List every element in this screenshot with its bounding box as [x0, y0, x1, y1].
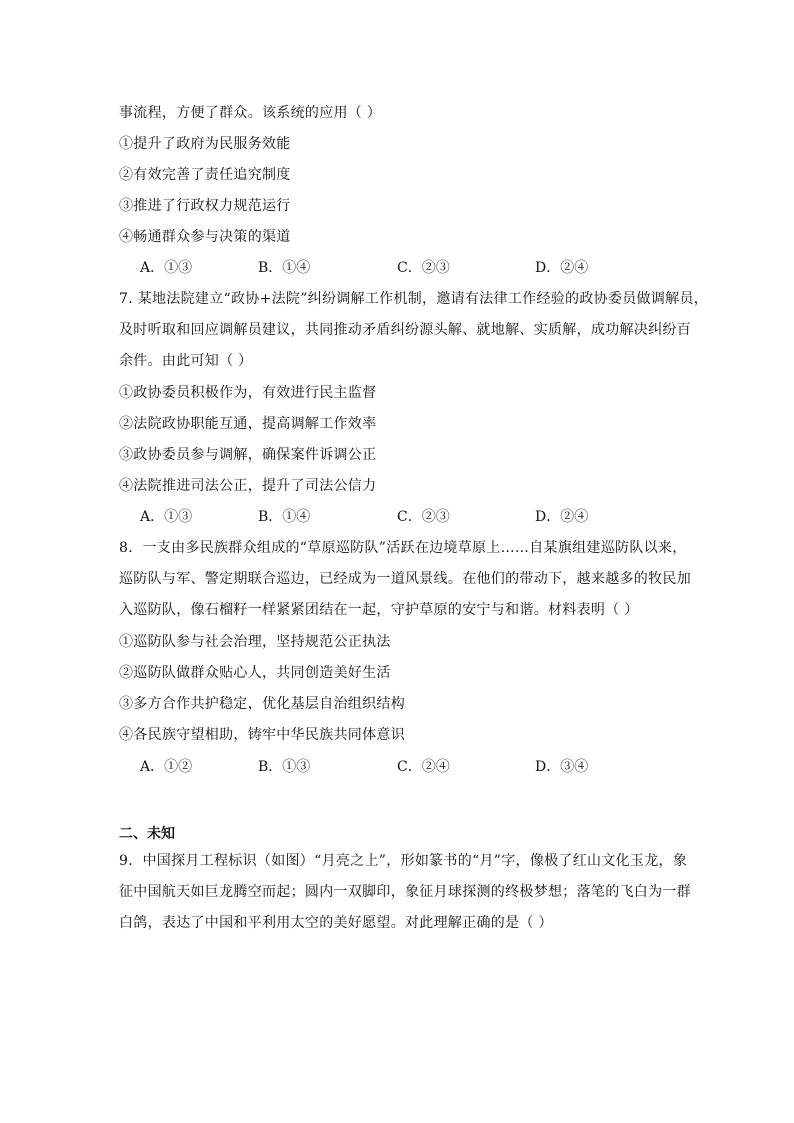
q6-item-1: ①提升了政府为民服务效能	[119, 136, 291, 152]
q7-option-c[interactable]: C．②③	[397, 509, 450, 525]
q8-option-a[interactable]: A．①②	[140, 759, 193, 775]
q7-stem-line-3: 余件。由此可知（ ）	[119, 353, 253, 369]
q8-stem-line-2: 巡防队与军、警定期联合巡边，已经成为一道风景线。在他们的带动下，越来越多的牧民加	[119, 571, 691, 587]
q8-item-4: ④各民族守望相助，铸牢中华民族共同体意识	[119, 727, 405, 743]
q7-option-a[interactable]: A．①③	[140, 509, 193, 525]
q7-option-d[interactable]: D．②④	[535, 509, 589, 525]
q8-item-1: ①巡防队参与社会治理，坚持规范公正执法	[119, 634, 391, 650]
q7-stem-line-1: 7. 某地法院建立“政协+法院”纠纷调解工作机制，邀请有法律工作经验的政协委员做调解员，	[119, 291, 709, 307]
q6-item-4: ④畅通群众参与决策的渠道	[119, 229, 291, 245]
q6-item-2: ②有效完善了责任追究制度	[119, 167, 291, 183]
q8-option-d[interactable]: D．③④	[535, 759, 589, 775]
q8-stem-line-1: 8．一支由多民族群众组成的“草原巡防队”活跃在边境草原上……自某旗组建巡防队以来，	[119, 540, 687, 556]
q7-item-3: ③政协委员参与调解，确保案件诉调公正	[119, 447, 377, 463]
q8-item-2: ②巡防队做群众贴心人，共同创造美好生活	[119, 665, 391, 681]
q9-stem-line-3: 白鸽，表达了中国和平利用太空的美好愿望。对此理解正确的是（ ）	[119, 915, 553, 931]
q6-option-d[interactable]: D．②④	[535, 260, 589, 276]
q7-option-b[interactable]: B．①④	[258, 509, 311, 525]
q7-stem-line-2: 及时听取和回应调解员建议，共同推动矛盾纠纷源头解、就地解、实质解，成功解决纠纷百	[119, 322, 691, 338]
q6-stem-tail: 事流程，方便了群众。该系统的应用（ ）	[119, 105, 382, 121]
q6-option-c[interactable]: C．②③	[397, 260, 450, 276]
q7-item-1: ①政协委员积极作为，有效进行民主监督	[119, 385, 377, 401]
section-heading: 二、未知	[119, 826, 175, 842]
q7-item-2: ②法院政协职能互通，提高调解工作效率	[119, 416, 377, 432]
q9-stem-line-1: 9．中国探月工程标识（如图）“月亮之上”，形如篆书的“月”字，像极了红山文化玉龙，象	[119, 853, 688, 869]
q8-item-3: ③多方合作共护稳定，优化基层自治组织结构	[119, 696, 405, 712]
q7-item-4: ④法院推进司法公正，提升了司法公信力	[119, 478, 377, 494]
q6-item-3: ③推进了行政权力规范运行	[119, 198, 291, 214]
q8-option-c[interactable]: C．②④	[397, 759, 450, 775]
q6-option-b[interactable]: B．①④	[258, 260, 311, 276]
q8-option-b[interactable]: B．①③	[258, 759, 311, 775]
q8-stem-line-3: 入巡防队，像石榴籽一样紧紧团结在一起，守护草原的安宁与和谐。材料表明（ ）	[119, 602, 639, 618]
q6-option-a[interactable]: A．①③	[140, 260, 193, 276]
q9-stem-line-2: 征中国航天如巨龙腾空而起；圆内一双脚印，象征月球探测的终极梦想；落笔的飞白为一群	[119, 884, 691, 900]
